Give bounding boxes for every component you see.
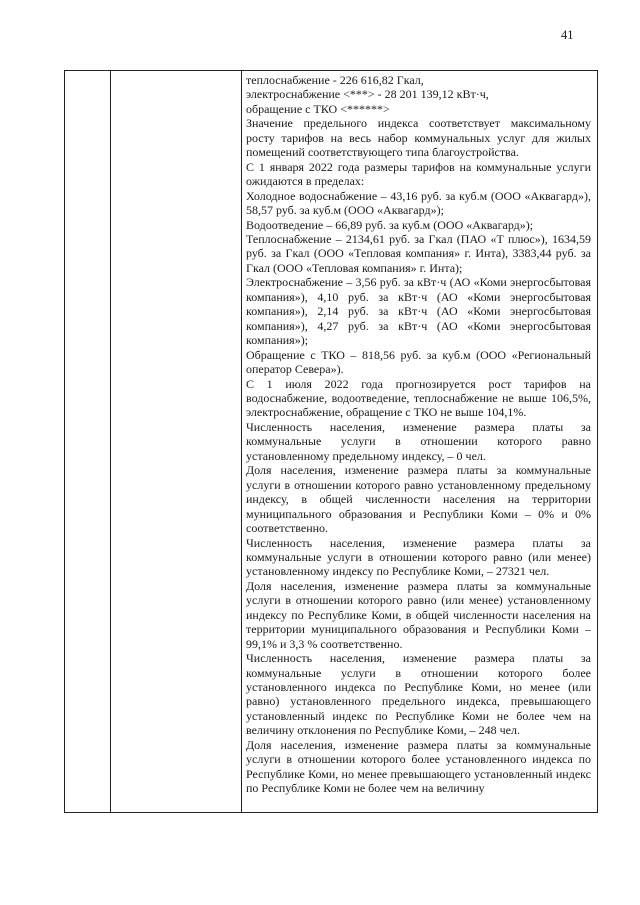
column-divider-2 <box>241 71 242 812</box>
paragraph: Холодное водоснабжение – 43,16 руб. за куб.м (ООО «Аквагард»), 58,57 руб. за куб.м (ООО «Аквагард»); <box>246 188 591 218</box>
paragraph: С 1 января 2022 года размеры тарифов на коммунальные услуги ожидаются в пределах: <box>246 159 591 189</box>
paragraph: Теплоснабжение – 2134,61 руб. за Гкал (ПАО «Т плюс»), 1634,59 руб. за Гкал (ООО «Тепловая компания» г. Инта), 3383,44 руб. за Гкал (ООО «Тепловая компания» г. Инта); <box>246 231 591 275</box>
paragraph: теплоснабжение - 226 616,82 Гкал, <box>246 73 424 87</box>
table-cell-text <box>246 73 591 796</box>
paragraph: Численность населения, изменение размера платы за коммунальные услуги в отношении которого более установленного индекса по Республике Коми, но менее (или равно) установленного предельного индекса, превышающего установленный индекс по Республике Коми не более чем на величину отклонения по Республике Коми, – 248 чел. <box>246 651 591 738</box>
paragraph: Электроснабжение – 3,56 руб. за кВт·ч (АО «Коми энергосбытовая компания»), 4,10 руб. за кВт·ч (АО «Коми энергосбытовая компания»), 2,14 руб. за кВт·ч (АО «Коми энергосбытовая компания»), 4,27 руб. за кВт·ч (АО «Коми энергосбытовая компания»); <box>246 275 591 348</box>
paragraph: Численность населения, изменение размера платы за коммунальные услуги в отношении которого равно установленному предельному индексу, – 0 чел. <box>246 419 591 463</box>
paragraph: Значение предельного индекса соответствует максимальному росту тарифов на весь набор коммунальных услуг для жилых помещений соответствующего типа благоустройства. <box>246 116 591 160</box>
paragraph: Численность населения, изменение размера платы за коммунальные услуги в отношении которого равно (или менее) установленному индексу по Республике Коми, – 27321 чел. <box>246 535 591 579</box>
paragraph: Водоотведение – 66,89 руб. за куб.м (ООО «Аквагард»); <box>246 217 534 232</box>
paragraph: Обращение с ТКО – 818,56 руб. за куб.м (ООО «Региональный оператор Севера»). <box>246 347 591 377</box>
paragraph: Доля населения, изменение размера платы за коммунальные услуги в отношении которого равно установленному предельному индексу, в общей численности населения на территории муниципального образования и Республики Коми – 0% и 0% соответственно. <box>246 463 591 536</box>
document-table <box>64 70 598 813</box>
paragraph: обращение с ТКО <******> <box>246 101 390 116</box>
paragraph: С 1 июля 2022 года прогнозируется рост тарифов на водоснабжение, водоотведение, теплоснабжение не выше 106,5%, электроснабжение, обращение с ТКО не выше 104,1%. <box>246 376 591 420</box>
column-divider-1 <box>110 71 111 812</box>
paragraph: Доля населения, изменение размера платы за коммунальные услуги в отношении которого равно (или менее) установленному индексу по Республике Коми, в общей численности населения на территории муниципального образования и Республики Коми – 99,1% и 3,3 % соответственно. <box>246 578 591 651</box>
paragraph: Доля населения, изменение размера платы за коммунальные услуги в отношении которого более установленного индекса по Республике Коми, но менее превышающего установленный индекс по Республике Коми не более чем на величину <box>246 737 591 796</box>
page-number: 41 <box>561 28 574 42</box>
paragraph: электроснабжение <***> - 28 201 139,12 кВт·ч, <box>246 87 489 102</box>
